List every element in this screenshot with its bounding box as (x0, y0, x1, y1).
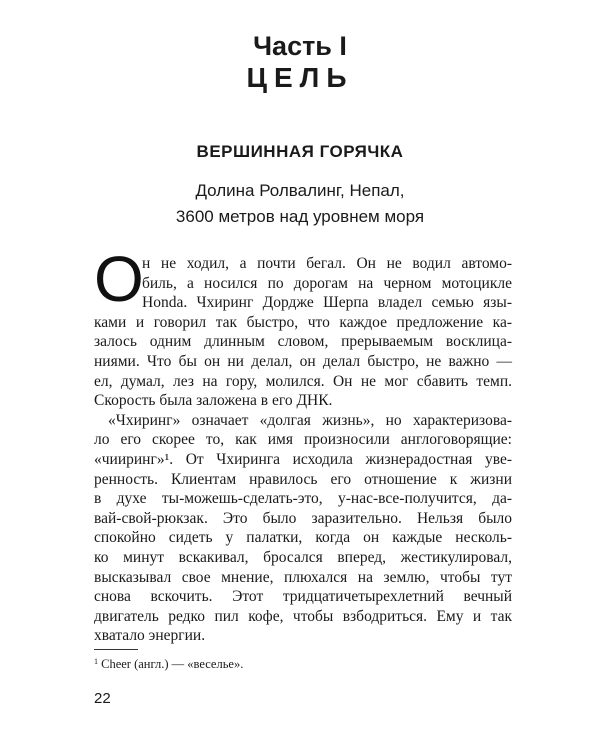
text-line: «Чхиринг» означает «долгая жизнь», но характеризова- (108, 411, 512, 429)
footnote-marker: 1 (94, 657, 98, 666)
footnote-rule (94, 649, 138, 650)
text-line: ниями. Что бы он ни делал, он делал быстро, не важно — (94, 353, 512, 370)
text-line: снова вскочить. Этот тридцатичетырехлетний вечный (94, 588, 512, 606)
text-line: ко минут вскакивал, бросался вперед, жестикулировал, (94, 549, 512, 566)
text-line: Honda. Чхиринг Дордже Шерпа владел семью язы- (142, 294, 512, 312)
location-line: 3600 метров над уровнем моря (175, 207, 425, 226)
drop-cap: О (94, 243, 144, 315)
text-line: залось одним длинным словом, прерываемым восклица- (94, 333, 512, 351)
location-line: Долина Ролвалинг, Непал, (195, 181, 405, 200)
text-line: вай-свой-рюкзак. Это было заразительно. Нельзя было (94, 509, 512, 527)
footnote-text: Cheer (англ.) — «веселье». (101, 657, 244, 671)
text-line: хватало энергии. (94, 627, 206, 645)
text-line: ло его скорее то, как имя произносили англоговорящие: (94, 431, 512, 449)
text-line: в духе ты-можешь-сделать-это, у-нас-все-получится, да- (94, 490, 512, 508)
chapter-location (0, 178, 600, 230)
text-line: н не ходил, а почти бегал. Он не водил автомо- (142, 255, 512, 272)
text-line: ренность. Клиентам нравилось его отношение к жизни (94, 470, 512, 488)
part-title: ЦЕЛЬ (246, 62, 354, 93)
text-line: двигатель редко пил кофе, чтобы взбодриться. Ему и так (94, 607, 512, 625)
text-line: высказывал свое мнение, плюхался на землю, чтобы тут (94, 568, 512, 586)
text-line: ками и говорил так быстро, что каждое предложение ка- (94, 313, 512, 331)
page-number: 22 (94, 690, 111, 707)
text-line: «чииринг»¹. От Чхиринга исходила жизнерадостная уве- (94, 451, 512, 468)
text-line: спокойно сидеть у палатки, когда он каждые несколь- (94, 529, 512, 547)
text-line: ел, думал, лез на гору, молился. Он не мог сбавить темп. (94, 372, 512, 390)
chapter-title: ВЕРШИННАЯ ГОРЯЧКА (196, 142, 404, 161)
text-line: Скорость была заложена в его ДНК. (94, 392, 333, 410)
part-label: Часть I (253, 31, 347, 61)
footnote (94, 654, 243, 672)
text-line: биль, а носился по дорогам на черном мотоцикле (142, 274, 512, 292)
